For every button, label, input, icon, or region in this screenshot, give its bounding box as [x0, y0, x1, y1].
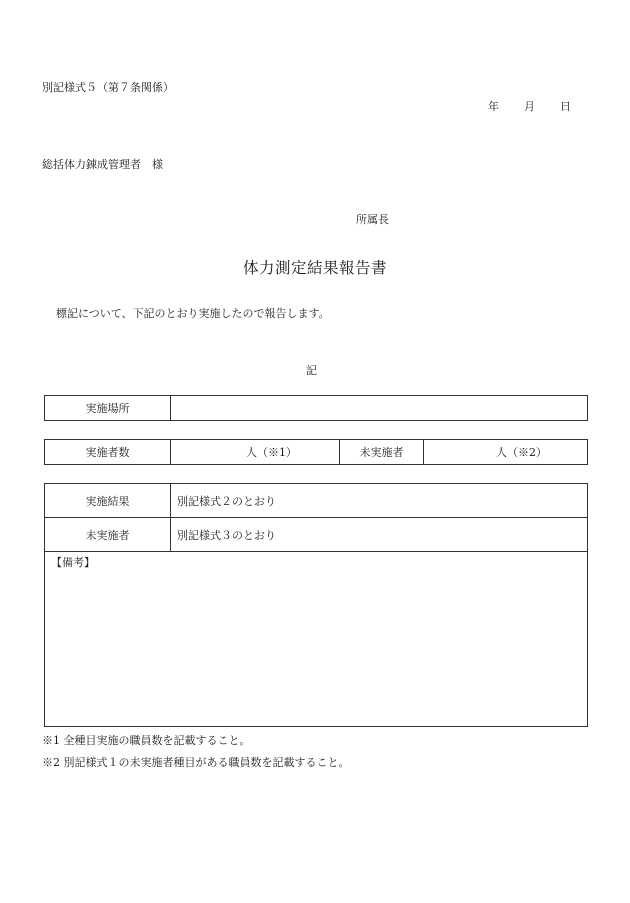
non-participants-count-field[interactable]: 人（※2）: [424, 440, 588, 465]
results-label: 実施結果: [45, 484, 171, 518]
non-participants-label: 未実施者: [340, 440, 424, 465]
footnote-2: ※2 別記様式１の未実施者種目がある職員数を記載すること。: [42, 756, 350, 769]
document-title: 体力測定結果報告書: [242, 259, 387, 277]
ki-marker: 記: [306, 364, 317, 377]
non-participants-results-label: 未実施者: [45, 518, 171, 552]
remarks-label: 【備考】: [51, 556, 95, 569]
addressee: 総括体力錬成管理者 様: [42, 158, 163, 171]
results-table: [44, 483, 588, 727]
location-value-field[interactable]: [171, 396, 588, 421]
participants-label: 実施者数: [45, 440, 171, 465]
footnote-1: ※1 全種目実施の職員数を記載すること。: [42, 734, 251, 747]
date-month-label: 月: [524, 100, 535, 113]
location-table: [44, 395, 588, 421]
remarks-field[interactable]: [45, 552, 588, 727]
sender-title: 所属長: [356, 213, 389, 226]
counts-table: [44, 439, 588, 465]
non-participants-results-value: 別記様式３のとおり: [171, 518, 588, 552]
body-text: 標記について、下記のとおり実施したので報告します。: [56, 307, 330, 320]
date-day-label: 日: [560, 100, 571, 113]
location-label: 実施場所: [45, 396, 171, 421]
date-year-label: 年: [488, 100, 499, 113]
participants-count-field[interactable]: 人（※1）: [171, 440, 340, 465]
form-number: 別記様式５（第７条関係）: [42, 81, 174, 94]
results-value: 別記様式２のとおり: [171, 484, 588, 518]
